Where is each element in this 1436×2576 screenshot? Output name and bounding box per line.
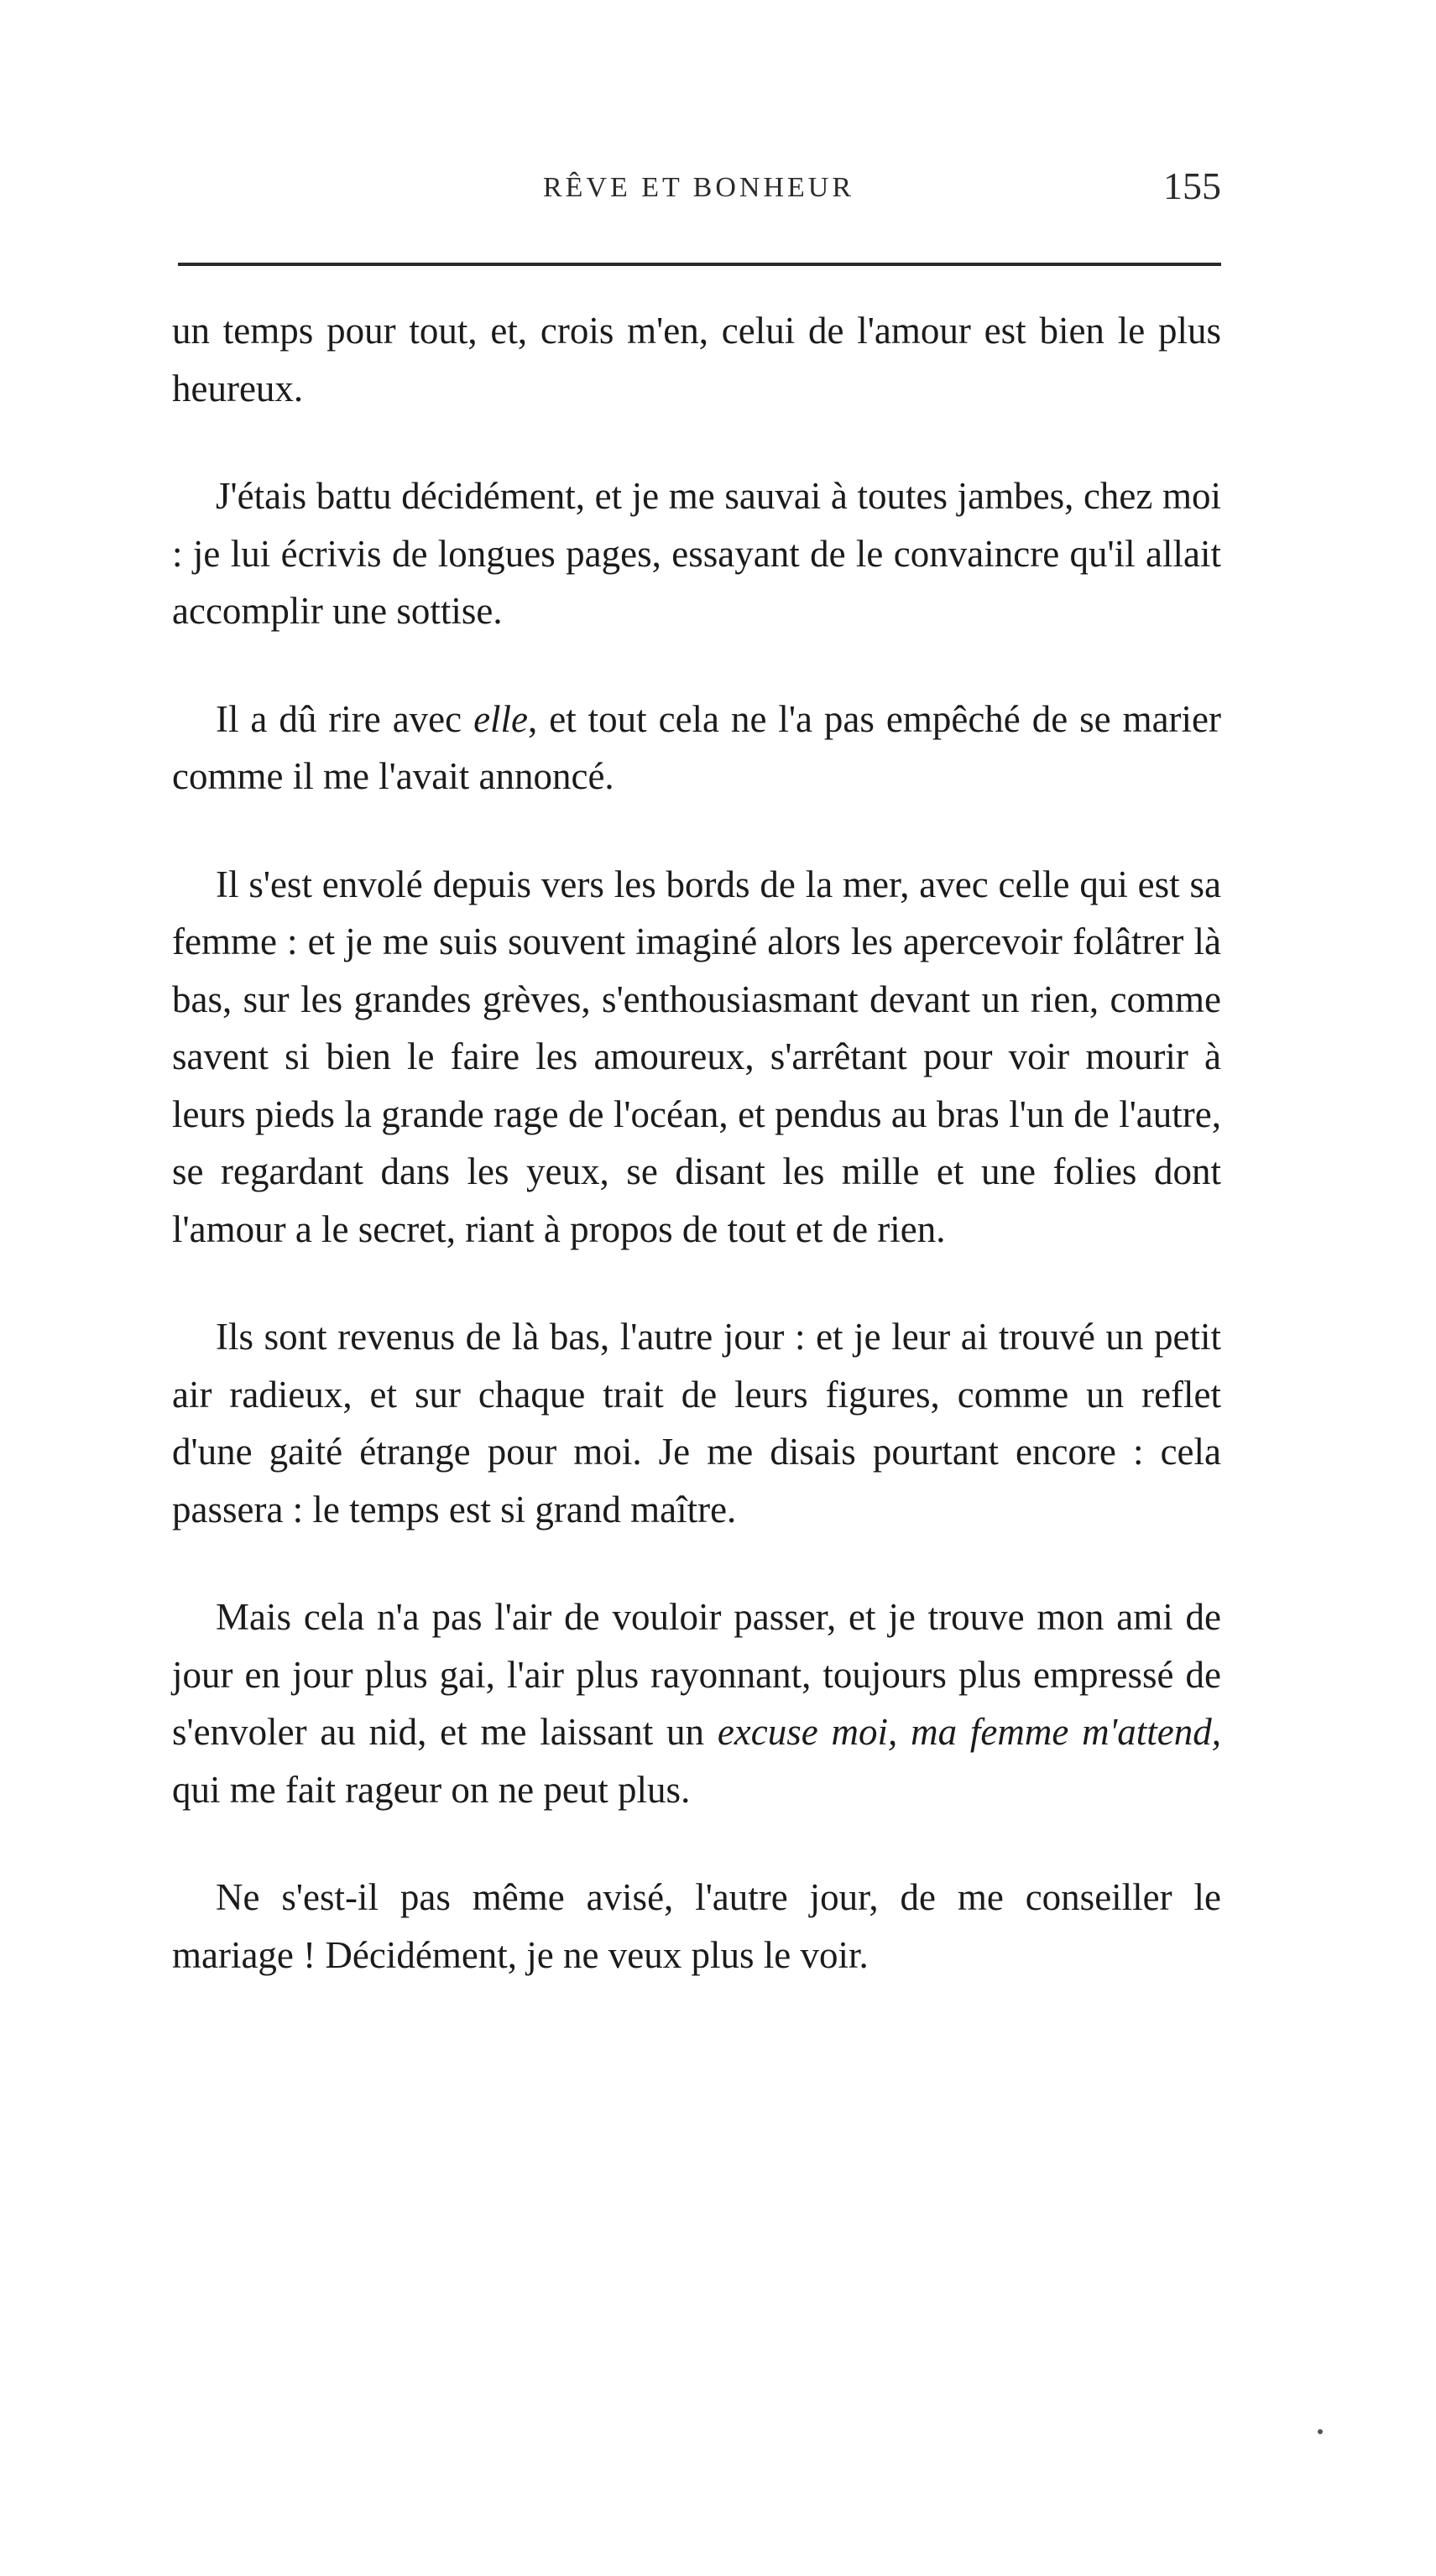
- paragraph-6-italic: excuse moi, ma femme m'attend,: [717, 1711, 1221, 1753]
- paragraph-3-italic: elle: [473, 697, 529, 740]
- header-rule: [178, 263, 1221, 266]
- paragraph-5: Ils sont revenus de là bas, l'autre jour : et je leur ai trouvé un petit air radieux, et sur chaque trait de leurs figures, comme un reflet d'une gaité étrange pour moi. Je me disais pourtant encore : cela passera : le temps est si grand maître.: [172, 1316, 1221, 1530]
- paragraph-3-text-b: , et tout cela ne l'a pas empêché de se marier comme il me l'avait annoncé.: [172, 697, 1221, 797]
- page-number: 155: [1163, 164, 1221, 207]
- paragraph-1: un temps pour tout, et, crois m'en, celui de l'amour est bien le plus heureux.: [172, 310, 1221, 409]
- running-head: [176, 164, 1221, 222]
- paragraph-6-text-a: Mais cela n'a pas l'air de vouloir passer, et je trouve mon ami de jour en jour plus gai, l'air plus rayonnant, toujours plus empressé de s'envoler au nid, et me laissant un: [172, 1596, 1221, 1753]
- paragraph-4: Il s'est envolé depuis vers les bords de la mer, avec celle qui est sa femme : et je me suis souvent imaginé alors les apercevoir folâtrer là bas, sur les grandes grèves, s'enthousiasmant devant un rien, comme savent si bien le faire les amoureux, s'arrêtant pour voir mourir à leurs pieds la grande rage de l'océan, et pendus au bras l'un de l'autre, se regardant dans les yeux, se disant les mille et une folies dont l'amour a le secret, riant à propos de tout et de rien.: [172, 863, 1221, 1250]
- print-speck: [1318, 2429, 1323, 2434]
- paragraph-7: Ne s'est-il pas même avisé, l'autre jour, de me conseiller le mariage ! Décidément, je ne veux plus le voir.: [172, 1876, 1221, 1976]
- paragraph-6: [172, 1588, 1221, 1818]
- paragraph-6-text-b: qui me fait rageur on ne peut plus.: [172, 1768, 691, 1811]
- running-title: RÊVE ET BONHEUR: [542, 172, 855, 203]
- paragraph-3-text-a: Il a dû rire avec: [216, 697, 474, 740]
- paragraph-2: J'étais battu décidément, et je me sauvai à toutes jambes, chez moi : je lui écrivis de longues pages, essayant de le convaincre qu'il allait accomplir une sottise.: [172, 475, 1221, 632]
- body-text: [172, 302, 1221, 2034]
- paragraph-3: [172, 691, 1221, 806]
